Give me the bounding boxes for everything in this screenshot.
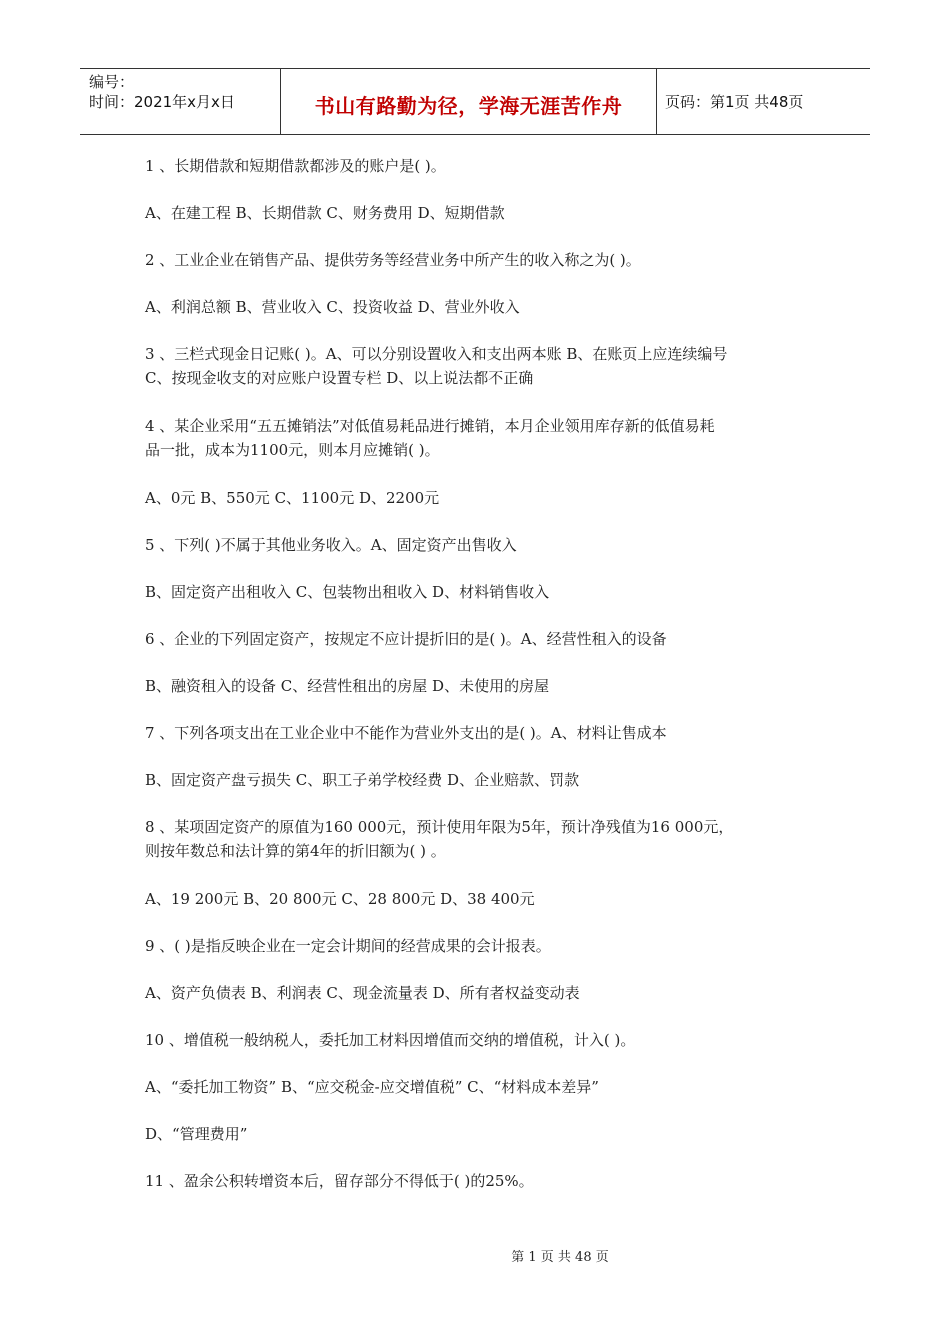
question-paragraph: 10 、增值税一般纳税人，委托加工材料因增值而交纳的增值税，计入( )。: [145, 1031, 636, 1049]
question-paragraph: A、19 200元 B、20 800元 C、28 800元 D、38 400元: [145, 890, 535, 908]
header-page-info: 页码：第1页 共48页: [665, 93, 804, 111]
header-motto: 书山有路勤为径，学海无涯苦作舟: [281, 69, 657, 134]
question-paragraph: A、0元 B、550元 C、1100元 D、2200元: [145, 489, 440, 507]
question-paragraph: A、“委托加工物资” B、“应交税金-应交增值税” C、“材料成本差异”: [145, 1078, 599, 1096]
question-paragraph: B、固定资产盘亏损失 C、职工子弟学校经费 D、企业赔款、罚款: [145, 771, 580, 789]
question-paragraph: 3 、三栏式现金日记账( )。A、可以分别设置收入和支出两本账 B、在账页上应连续编号 C、按现金收支的对应账户设置专栏 D、以上说法都不正确: [145, 345, 728, 387]
question-paragraph: 6 、企业的下列固定资产，按规定不应计提折旧的是( )。A、经营性租入的设备: [145, 630, 667, 648]
question-paragraph: 8 、某项固定资产的原值为160 000元，预计使用年限为5年，预计净残值为16 000元， 则按年数总和法计算的第4年的折旧额为( ) 。: [145, 818, 734, 860]
serial-number-label: 编号：: [89, 73, 135, 91]
date-line: 时间：2021年x月x日: [89, 93, 235, 111]
question-paragraph: 1 、长期借款和短期借款都涉及的账户是( )。: [145, 157, 446, 175]
question-paragraph: B、固定资产出租收入 C、包装物出租收入 D、材料销售收入: [145, 583, 550, 601]
question-paragraph: 4 、某企业采用“五五摊销法”对低值易耗品进行摊销，本月企业领用库存新的低值易耗 品一批，成本为1100元，则本月应摊销( )。: [145, 417, 715, 459]
question-paragraph: D、“管理费用”: [145, 1125, 248, 1143]
question-paragraph: 11 、盈余公积转增资本后，留存部分不得低于( )的25%。: [145, 1172, 534, 1190]
document-header: [80, 68, 870, 135]
question-paragraph: 9 、( )是指反映企业在一定会计期间的经营成果的会计报表。: [145, 937, 551, 955]
question-paragraph: A、在建工程 B、长期借款 C、财务费用 D、短期借款: [145, 204, 505, 222]
question-paragraph: 5 、下列( )不属于其他业务收入。A、固定资产出售收入: [145, 536, 517, 554]
header-meta: [80, 69, 281, 134]
question-paragraph: B、融资租入的设备 C、经营性租出的房屋 D、未使用的房屋: [145, 677, 550, 695]
page-footer: 第 1 页 共 48 页: [511, 1250, 609, 1265]
question-paragraph: 7 、下列各项支出在工业企业中不能作为营业外支出的是( )。A、材料让售成本: [145, 724, 667, 742]
question-paragraph: A、资产负债表 B、利润表 C、现金流量表 D、所有者权益变动表: [145, 984, 580, 1002]
question-paragraph: 2 、工业企业在销售产品、提供劳务等经营业务中所产生的收入称之为( )。: [145, 251, 641, 269]
question-paragraph: A、利润总额 B、营业收入 C、投资收益 D、营业外收入: [145, 298, 520, 316]
